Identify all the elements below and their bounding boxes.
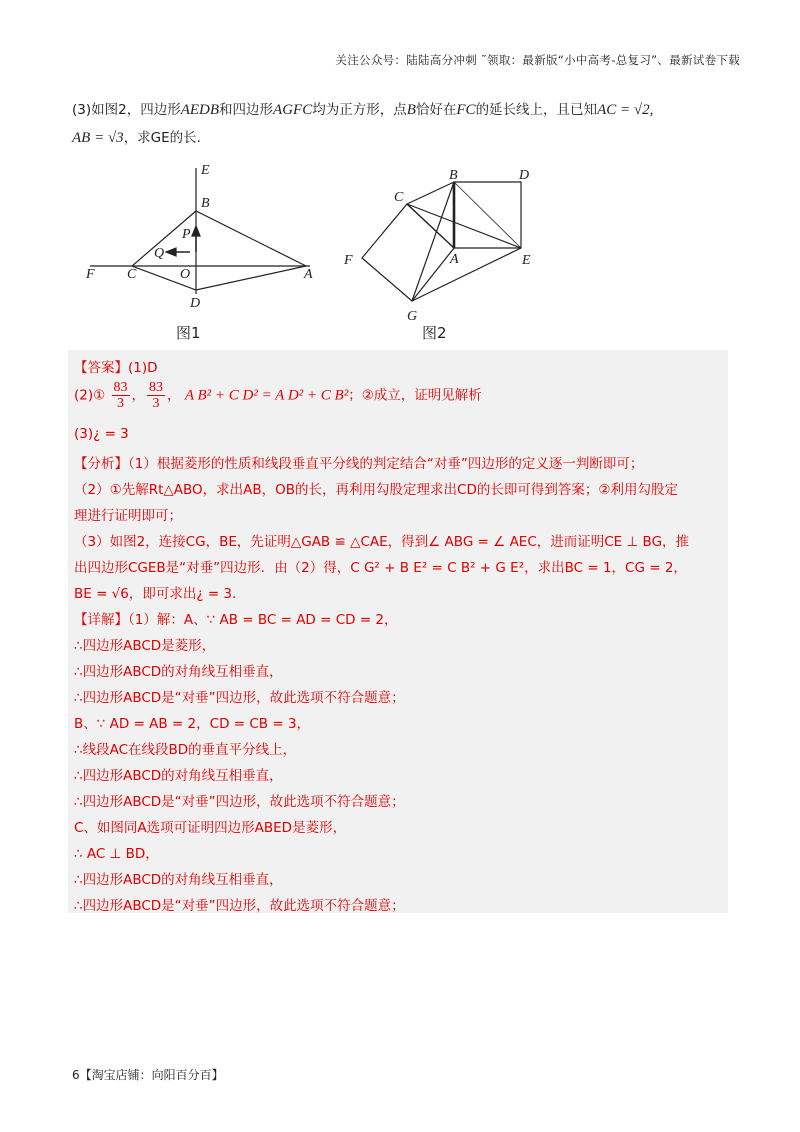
geometry-figures [70, 160, 590, 345]
problem-text: 的延长线上，且已知 [475, 102, 598, 118]
equation: A B² + C D² = A D² + C B² [184, 387, 349, 404]
arrow-q-head [166, 248, 176, 256]
page-footer: 6【淘宝店铺：向阳百分百】 [72, 1068, 224, 1082]
label-b2: B [449, 168, 458, 183]
problem-text: 恰好在 [415, 102, 457, 118]
fraction-numerator: 83 [149, 380, 164, 395]
answer-text: ；②成立，证明见解析 [348, 387, 482, 404]
segment-ce [407, 204, 521, 248]
figure-2 [362, 182, 521, 301]
label-q: Q [154, 246, 165, 261]
answer-line-2: (2)① $\frac{83}{3}$ ， $\frac{83}{3}$ ， A B² + C D² = A D² + C B²；②成立，证明见解析 [74, 380, 482, 411]
analysis-line: 理进行证明即可； [74, 508, 182, 524]
quad-aedb: AEDB [180, 102, 220, 118]
label-a2: A [450, 252, 459, 267]
detail-line: ∴四边形ABCD的对角线互相垂直， [74, 664, 283, 680]
label-d: D [190, 296, 201, 311]
segment-ca [407, 204, 454, 248]
detail-line: ∴四边形ABCD是“对垂”四边形，故此选项不符合题意； [74, 898, 405, 914]
figures [70, 160, 590, 345]
detail-line: ∴四边形ABCD是菱形， [74, 638, 216, 654]
problem-text: 和四边形 [219, 102, 274, 118]
fraction [147, 380, 165, 411]
given-ac: AC = √2, [597, 102, 654, 118]
fraction-denominator: 3 [152, 396, 160, 411]
label-c: C [127, 267, 137, 282]
detail-line: ∴线段AC在线段BD的垂直平分线上， [74, 742, 297, 758]
figure-1 [90, 168, 310, 294]
answer-text: (2)① [74, 387, 106, 404]
analysis-line: BE = √6，即可求出¿ = 3. [74, 586, 237, 602]
square-agfc [362, 204, 454, 301]
quad-agfc: AGFC [273, 102, 313, 118]
answer-panel [68, 350, 728, 913]
detail-line: B、∵ AD = AB = 2，CD = CB = 3， [74, 716, 311, 732]
label-f2: F [344, 253, 353, 268]
fraction-numerator: 83 [113, 380, 128, 395]
answer-line: 【答案】(1)D [74, 360, 158, 376]
problem-text: 均为正方形，点 [312, 102, 407, 118]
detail-line: ∴四边形ABCD的对角线互相垂直， [74, 768, 283, 784]
problem-line-2 [72, 124, 732, 152]
label-b: B [201, 196, 210, 211]
detail-line: ∴四边形ABCD是“对垂”四边形，故此选项不符合题意； [74, 794, 405, 810]
analysis-line: 出四边形CGEB是“对垂”四边形．由（2）得，C G² + B E² = C B² + G E²，求出BC = 1，CG = 2， [74, 560, 687, 576]
segment-be [454, 182, 521, 248]
analysis-line: （3）如图2，连接CG，BE，先证明△GAB ≌ △CAE，得到∠ ABG = ∠ AEC，进而证明CE ⊥ BG，推 [74, 534, 690, 550]
detail-line: ∴四边形ABCD是“对垂”四边形，故此选项不符合题意； [74, 690, 405, 706]
label-c2: C [394, 190, 404, 205]
detail-line: ∴ AC ⊥ BD， [74, 846, 159, 862]
analysis-line: 【分析】（1）根据菱形的性质和线段垂直平分线的判定结合“对垂”四边形的定义逐一判断即可； [74, 456, 644, 472]
answer-line: (3)¿ = 3 [74, 426, 129, 442]
detail-line: C、如图同A选项可证明四边形ABED是菱形， [74, 820, 347, 836]
label-p: P [182, 227, 191, 242]
arrow-p-head [192, 226, 200, 236]
segment-fc: FC [456, 102, 476, 118]
fraction-denominator: 3 [117, 396, 125, 411]
label-g2: G [407, 309, 418, 324]
label-a: A [304, 267, 313, 282]
problem-statement [72, 96, 732, 152]
problem-text: (3)如图2，四边形 [72, 102, 181, 118]
analysis-line: （2）①先解Rt△ABO，求出AB，OB的长，再利用勾股定理求出CD的长即可得到答案；②利用勾股定 [74, 482, 678, 498]
label-e2: E [522, 253, 531, 268]
label-d2: D [519, 168, 530, 183]
figure-1-caption: 图1 [176, 324, 201, 342]
detail-line: ∴四边形ABCD的对角线互相垂直， [74, 872, 283, 888]
label-o: O [180, 267, 191, 282]
detail-line: 【详解】（1）解：A、∵ AB = BC = AD = CD = 2， [74, 612, 398, 628]
figure-2-caption: 图2 [422, 324, 447, 342]
fraction [112, 380, 130, 411]
point-b: B [406, 102, 416, 118]
label-f: F [86, 267, 95, 282]
given-ab: AB = √3 [72, 130, 124, 146]
label-e: E [201, 163, 210, 178]
problem-text: ，求GE的长. [123, 130, 201, 146]
page-header: 关注公众号：陆陆高分冲刺 ˜领取：最新版“小中高考-总复习”、最新试卷下载 [335, 53, 740, 67]
problem-line-1 [72, 96, 732, 124]
